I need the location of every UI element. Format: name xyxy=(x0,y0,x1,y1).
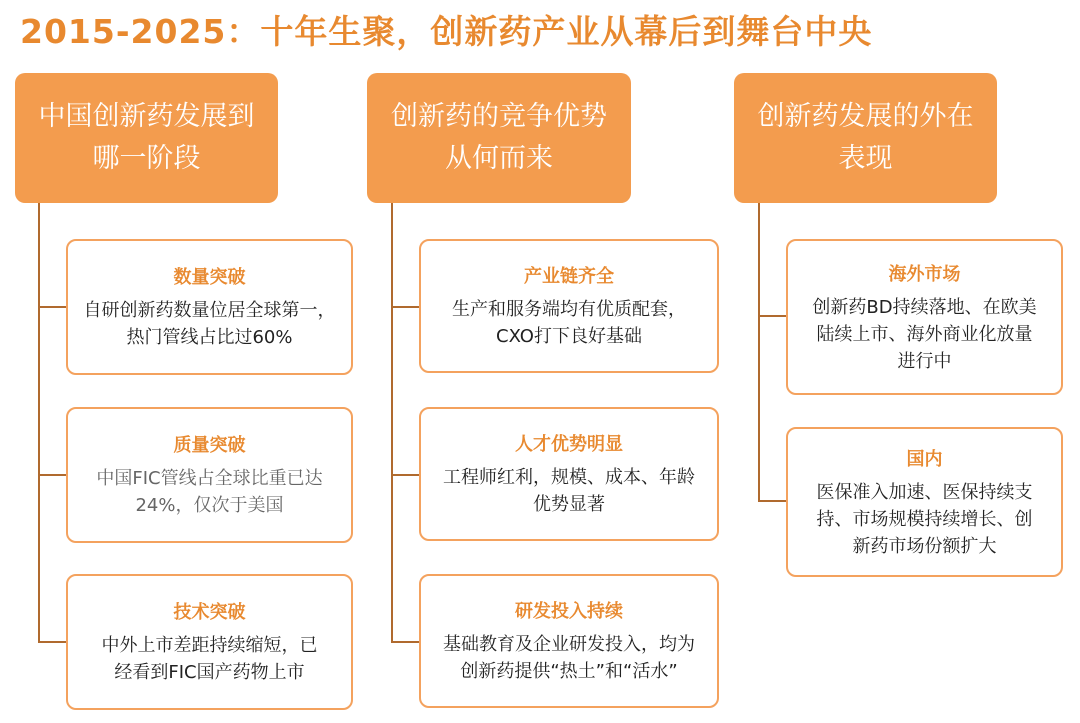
connector-line xyxy=(38,641,67,643)
card-talent xyxy=(419,407,719,541)
card-domestic xyxy=(786,427,1063,577)
card-line: 进行中 xyxy=(897,350,952,372)
card-rd-investment xyxy=(419,574,719,708)
card-overseas-market xyxy=(786,239,1063,395)
card-line: 陆续上市、海外商业化放量 xyxy=(816,323,1033,345)
column-header-stage xyxy=(15,73,278,203)
header-line: 创新药发展的外在 xyxy=(757,101,974,132)
connector-line xyxy=(758,203,760,502)
connector-line xyxy=(391,474,420,476)
card-line: 基础教育及企业研发投入，均为 xyxy=(443,634,695,655)
connector-line xyxy=(391,306,420,308)
card-line: 工程师红利，规模、成本、年龄 xyxy=(443,467,695,488)
card-title: 产业链齐全 xyxy=(524,266,614,287)
card-title: 国内 xyxy=(906,448,943,470)
card-quality xyxy=(66,407,353,543)
card-title: 技术突破 xyxy=(173,602,246,623)
card-line: 持、市场规模持续增长、创 xyxy=(816,508,1033,530)
header-line: 创新药的竞争优势 xyxy=(391,101,607,132)
card-line: 24%，仅次于美国 xyxy=(135,495,284,516)
card-industry-chain xyxy=(419,239,719,373)
header-line: 从何而来 xyxy=(445,143,553,174)
card-title: 人才优势明显 xyxy=(515,434,623,455)
card-quantity xyxy=(66,239,353,375)
connector-line xyxy=(38,306,67,308)
connector-line xyxy=(758,500,787,502)
header-line: 哪一阶段 xyxy=(92,143,201,174)
page-title: 2015-2025：十年生聚，创新药产业从幕后到舞台中央 xyxy=(20,12,873,51)
card-line: 中外上市差距持续缩短，已 xyxy=(101,635,318,656)
card-title: 数量突破 xyxy=(173,267,246,288)
card-title: 研发投入持续 xyxy=(515,601,623,622)
card-line: 优势显著 xyxy=(533,494,605,515)
connector-line xyxy=(391,641,420,643)
card-line: 生产和服务端均有优质配套， xyxy=(452,299,686,320)
card-line: 经看到FIC国产药物上市 xyxy=(114,662,305,683)
header-line: 表现 xyxy=(838,143,893,174)
card-line: 医保准入加速、医保持续支 xyxy=(816,481,1033,503)
connector-line xyxy=(38,203,40,643)
column-header-performance xyxy=(734,73,997,203)
card-line: 中国FIC管线占全球比重已达 xyxy=(96,468,323,489)
card-technology xyxy=(66,574,353,710)
card-line: 自研创新药数量位居全球第一， xyxy=(83,300,336,321)
card-line: CXO打下良好基础 xyxy=(496,326,642,347)
card-line: 创新药提供“热土”和“活水” xyxy=(460,661,678,682)
card-line: 创新药BD持续落地、在欧美 xyxy=(812,296,1037,318)
connector-line xyxy=(38,474,67,476)
connector-line xyxy=(391,203,393,643)
card-line: 新药市场份额扩大 xyxy=(852,535,997,557)
card-line: 热门管线占比过60% xyxy=(126,327,293,348)
card-title: 质量突破 xyxy=(173,435,246,456)
header-line: 中国创新药发展到 xyxy=(38,101,255,132)
card-title: 海外市场 xyxy=(888,263,961,285)
column-header-advantage xyxy=(367,73,631,203)
connector-line xyxy=(758,315,787,317)
